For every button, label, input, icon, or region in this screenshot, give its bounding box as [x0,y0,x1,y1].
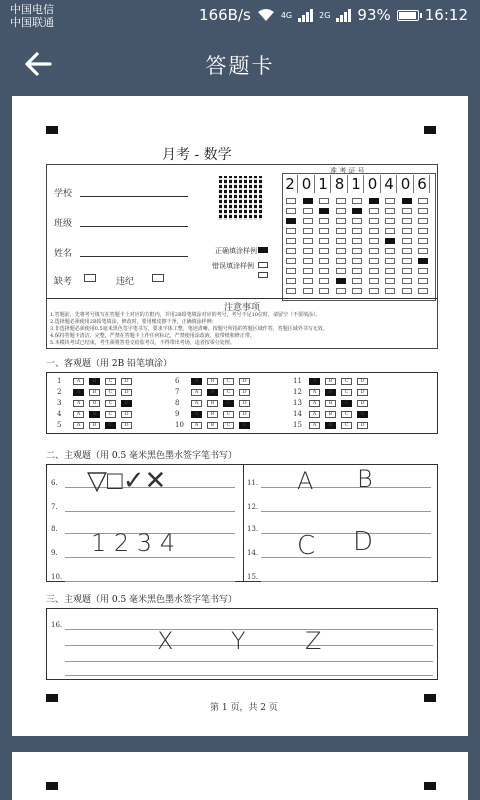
question-label: 6. [51,479,58,487]
option-bubble[interactable]: D [357,378,368,385]
id-bubble[interactable] [336,198,346,204]
id-bubble[interactable] [418,268,428,274]
status-bar [0,0,480,34]
name-label: 姓名 [54,249,73,259]
absent-box[interactable] [84,274,96,282]
option-bubble[interactable]: D [121,411,132,418]
option-bubble[interactable]: B [325,400,336,407]
wrong-mark-label: 错误填涂样例 [212,262,254,270]
answer-sheet-page[interactable] [12,96,468,736]
question-label: 11. [247,479,259,487]
id-bubble[interactable] [418,208,428,214]
violation-box[interactable] [152,274,164,282]
handwritten-answer: D [353,527,374,557]
carrier-1: 中国电信 [10,3,54,16]
app-bar [0,34,480,96]
page-footer: 第 1 页，共 2 页 [210,703,278,713]
id-bubble[interactable] [319,278,329,284]
section-3-heading: 三、主观题（用 0.5 毫米黑色墨水签字笔书写） [46,595,238,605]
option-bubble[interactable]: D [121,378,132,385]
carrier-labels [10,3,54,29]
answer-sheet-page-2[interactable] [12,752,468,800]
id-bubble[interactable] [402,288,412,294]
id-bubble[interactable] [385,238,395,244]
option-bubble[interactable]: A [73,411,84,418]
id-bubble[interactable] [319,198,329,204]
id-bubble[interactable] [303,238,313,244]
id-bubble[interactable] [402,238,412,244]
option-bubble[interactable]: C [341,378,352,385]
note-item: 1.答题前，先将考号填写在答题卡上对应的方框内，并用2B铅笔填涂对应的考号，考号不足10位时，请留空（不要填涂）。 [50,312,321,318]
handwritten-answer: ▽□✓✕ [87,466,167,496]
id-bubble[interactable] [352,238,362,244]
question-label: 10. [51,573,63,581]
id-bubble[interactable] [385,278,395,284]
id-bubble[interactable] [352,248,362,254]
note-item: 2.选择题必须使用2B铅笔填涂，修改时，要用橡皮擦干净，正确填涂样例： [50,319,217,325]
question-number: 9 [175,410,180,418]
id-bubble[interactable] [369,238,379,244]
option-bubble[interactable]: B [89,400,100,407]
id-bubble[interactable] [369,208,379,214]
question-number: 1 [57,377,62,385]
id-bubble[interactable] [303,208,313,214]
battery-percent: 93% [357,6,391,24]
option-bubble[interactable]: D [357,389,368,396]
option-bubble[interactable]: C [105,422,116,429]
question-number: 15 [293,421,302,429]
id-bubble[interactable] [303,268,313,274]
option-bubble[interactable]: A [191,389,202,396]
option-bubble[interactable]: B [325,389,336,396]
section-1-heading: 一、客观题（用 2B 铅笔填涂） [46,359,173,369]
id-bubble[interactable] [369,198,379,204]
option-bubble[interactable]: D [357,422,368,429]
registration-mark [424,694,436,702]
id-bubble[interactable] [402,208,412,214]
exam-id-grid[interactable] [282,173,436,301]
qr-code [219,176,263,220]
note-item: 4.保持答题卡清洁、完整，严禁在答题卡上作任何标记，严禁使用涂改液、胶带纸和修正带。 [50,333,255,339]
question-label: 7. [51,503,58,511]
option-bubble[interactable]: A [73,378,84,385]
multiple-choice-area[interactable] [46,372,438,434]
wifi-icon [257,8,275,22]
notes-list [50,312,436,347]
option-bubble[interactable]: A [73,389,84,396]
option-bubble[interactable]: A [309,389,320,396]
id-bubble[interactable] [319,218,329,224]
id-bubble[interactable] [319,288,329,294]
option-bubble[interactable]: C [105,400,116,407]
option-bubble[interactable]: A [191,422,202,429]
network-type-2: 2G [319,10,331,20]
option-bubble[interactable]: C [223,389,234,396]
option-bubble[interactable]: D [239,400,250,407]
id-bubble[interactable] [319,258,329,264]
id-bubble[interactable] [385,218,395,224]
id-digit: 0 [366,175,381,193]
id-bubble[interactable] [286,278,296,284]
class-label: 班级 [54,219,73,229]
id-bubble[interactable] [319,228,329,234]
id-bubble[interactable] [286,238,296,244]
question-label: 13. [247,525,259,533]
id-bubble[interactable] [286,208,296,214]
carrier-2: 中国联通 [10,16,54,29]
note-item: 3.非选择题必须使用0.5毫米黑色签字笔书写，要求字体工整，笔迹清晰。按题号所指的答题区域作答，答题区域外书写无效。 [50,326,328,332]
option-bubble[interactable]: D [239,411,250,418]
id-bubble[interactable] [369,248,379,254]
id-bubble[interactable] [352,208,362,214]
exam-title: 月考 - 数学 [162,147,232,163]
id-bubble[interactable] [418,198,428,204]
id-bubble[interactable] [303,278,313,284]
id-bubble[interactable] [402,268,412,274]
option-bubble[interactable]: C [223,400,234,407]
option-bubble[interactable]: B [89,411,100,418]
option-bubble[interactable]: C [341,400,352,407]
id-bubble[interactable] [402,228,412,234]
handwritten-answer: C [297,531,316,561]
id-bubble[interactable] [303,218,313,224]
option-bubble[interactable]: C [341,389,352,396]
id-bubble[interactable] [369,218,379,224]
option-bubble[interactable]: C [223,411,234,418]
question-number: 13 [293,399,302,407]
registration-mark [424,126,436,134]
id-digit: 1 [316,175,331,193]
handwritten-answer: B [357,465,373,493]
option-bubble[interactable]: C [105,378,116,385]
id-bubble[interactable] [385,248,395,254]
option-bubble[interactable]: B [207,411,218,418]
id-bubble[interactable] [402,218,412,224]
id-bubble[interactable] [286,268,296,274]
id-bubble[interactable] [303,258,313,264]
handwritten-answer: 1 2 3 4 [91,529,175,557]
id-bubble[interactable] [336,248,346,254]
id-bubble[interactable] [385,258,395,264]
question-label: 14. [247,549,259,557]
correct-mark-label: 正确填涂样例 [215,247,257,255]
option-bubble[interactable]: D [357,411,368,418]
id-label: 准 考 证 号 [330,167,365,175]
network-type-1: 4G [280,10,293,20]
id-bubble[interactable] [369,288,379,294]
question-label: 8. [51,525,58,533]
absent-label: 缺考 [54,277,73,287]
option-bubble[interactable]: C [105,389,116,396]
id-bubble[interactable] [385,228,395,234]
question-label: 12. [247,503,259,511]
option-bubble[interactable]: B [207,389,218,396]
option-bubble[interactable]: B [325,378,336,385]
id-bubble[interactable] [418,218,428,224]
question-number: 4 [57,410,62,418]
id-digit: 8 [333,175,348,193]
id-bubble[interactable] [418,278,428,284]
id-bubble[interactable] [319,248,329,254]
network-speed: 166B/s [199,6,251,24]
id-bubble[interactable] [286,228,296,234]
id-bubble[interactable] [319,238,329,244]
registration-mark [46,694,58,702]
id-digit: 0 [399,175,414,193]
option-bubble[interactable]: B [207,400,218,407]
question-number: 12 [293,388,302,396]
clock: 16:12 [424,6,468,24]
option-bubble[interactable]: C [341,411,352,418]
option-bubble[interactable]: B [89,389,100,396]
id-bubble[interactable] [369,258,379,264]
option-bubble[interactable]: A [191,378,202,385]
id-bubble[interactable] [319,208,329,214]
option-bubble[interactable]: A [309,422,320,429]
id-bubble[interactable] [286,258,296,264]
id-bubble[interactable] [286,248,296,254]
id-bubble[interactable] [303,198,313,204]
registration-mark [46,126,58,134]
question-number: 11 [293,377,302,385]
option-bubble[interactable]: A [309,400,320,407]
id-bubble[interactable] [303,228,313,234]
option-bubble[interactable]: C [341,422,352,429]
option-bubble[interactable]: A [73,422,84,429]
option-bubble[interactable]: D [121,400,132,407]
id-bubble[interactable] [402,278,412,284]
handwritten-answer: Y [231,627,246,655]
written-answer-area-2[interactable] [46,608,438,680]
written-answer-area-1[interactable] [46,464,438,582]
question-number: 5 [57,421,62,429]
id-digit: 6 [415,175,430,193]
option-bubble[interactable]: A [191,400,202,407]
question-label: 9. [51,549,58,557]
id-bubble[interactable] [352,258,362,264]
id-bubble[interactable] [352,278,362,284]
id-bubble[interactable] [336,218,346,224]
option-bubble[interactable]: D [121,389,132,396]
option-bubble[interactable]: C [105,411,116,418]
id-bubble[interactable] [286,218,296,224]
id-bubble[interactable] [402,248,412,254]
option-bubble[interactable]: D [357,400,368,407]
battery-icon [397,10,419,21]
id-bubble[interactable] [369,228,379,234]
id-digit: 0 [300,175,315,193]
id-bubble[interactable] [336,278,346,284]
question-number: 3 [57,399,62,407]
option-bubble[interactable]: A [191,411,202,418]
option-bubble[interactable]: A [309,378,320,385]
id-bubble[interactable] [336,228,346,234]
id-bubble[interactable] [385,268,395,274]
id-bubble[interactable] [303,288,313,294]
registration-mark [46,782,58,790]
id-bubble[interactable] [352,288,362,294]
id-digit: 1 [349,175,364,193]
id-bubble[interactable] [352,218,362,224]
handwritten-answer: A [297,467,314,495]
id-bubble[interactable] [385,288,395,294]
id-bubble[interactable] [303,248,313,254]
id-bubble[interactable] [352,228,362,234]
question-label: 16. [51,621,63,629]
option-bubble[interactable]: B [207,378,218,385]
question-label: 15. [247,573,259,581]
id-bubble[interactable] [336,258,346,264]
handwritten-answer: Z [305,627,322,655]
id-digit: 4 [382,175,397,193]
note-item: 5.本模块考试已结束，考生须将答卷交给监考员，不得带出考场，违者按零分处理。 [50,340,235,346]
option-bubble[interactable]: B [207,422,218,429]
school-label: 学校 [54,189,73,199]
id-bubble[interactable] [336,238,346,244]
id-bubble[interactable] [402,198,412,204]
option-bubble[interactable]: B [89,378,100,385]
id-bubble[interactable] [418,248,428,254]
id-bubble[interactable] [418,258,428,264]
id-bubble[interactable] [352,198,362,204]
id-bubble[interactable] [286,198,296,204]
signal-icon [298,8,313,22]
id-bubble[interactable] [369,278,379,284]
section-2-heading: 二、主观题（用 0.5 毫米黑色墨水签字笔书写） [46,451,238,461]
id-bubble[interactable] [319,268,329,274]
question-number: 10 [175,421,184,429]
option-bubble[interactable]: B [325,422,336,429]
signal-icon-2 [336,8,351,22]
id-bubble[interactable] [352,268,362,274]
option-bubble[interactable]: B [325,411,336,418]
question-number: 6 [175,377,180,385]
option-bubble[interactable]: D [121,422,132,429]
option-bubble[interactable]: A [73,400,84,407]
id-bubble[interactable] [336,288,346,294]
option-bubble[interactable]: D [239,378,250,385]
option-bubble[interactable]: B [89,422,100,429]
option-bubble[interactable]: C [223,378,234,385]
option-bubble[interactable]: C [223,422,234,429]
id-bubble[interactable] [286,288,296,294]
question-number: 8 [175,399,180,407]
question-number: 14 [293,410,302,418]
question-number: 2 [57,388,62,396]
status-right [199,6,468,24]
registration-mark [424,782,436,790]
id-bubble[interactable] [336,208,346,214]
handwritten-answer: X [157,627,174,655]
question-number: 7 [175,388,180,396]
violation-label: 违纪 [116,277,135,287]
id-bubble[interactable] [418,228,428,234]
option-bubble[interactable]: A [309,411,320,418]
id-bubble[interactable] [385,198,395,204]
id-bubble[interactable] [418,288,428,294]
id-bubble[interactable] [336,268,346,274]
option-bubble[interactable]: D [239,389,250,396]
id-bubble[interactable] [418,238,428,244]
id-digit: 2 [283,175,298,193]
id-bubble[interactable] [402,258,412,264]
id-bubble[interactable] [385,208,395,214]
page-title: 答题卡 [205,54,275,78]
id-bubble[interactable] [369,268,379,274]
option-bubble[interactable]: D [239,422,250,429]
notes-title: 注意事项 [224,303,261,313]
